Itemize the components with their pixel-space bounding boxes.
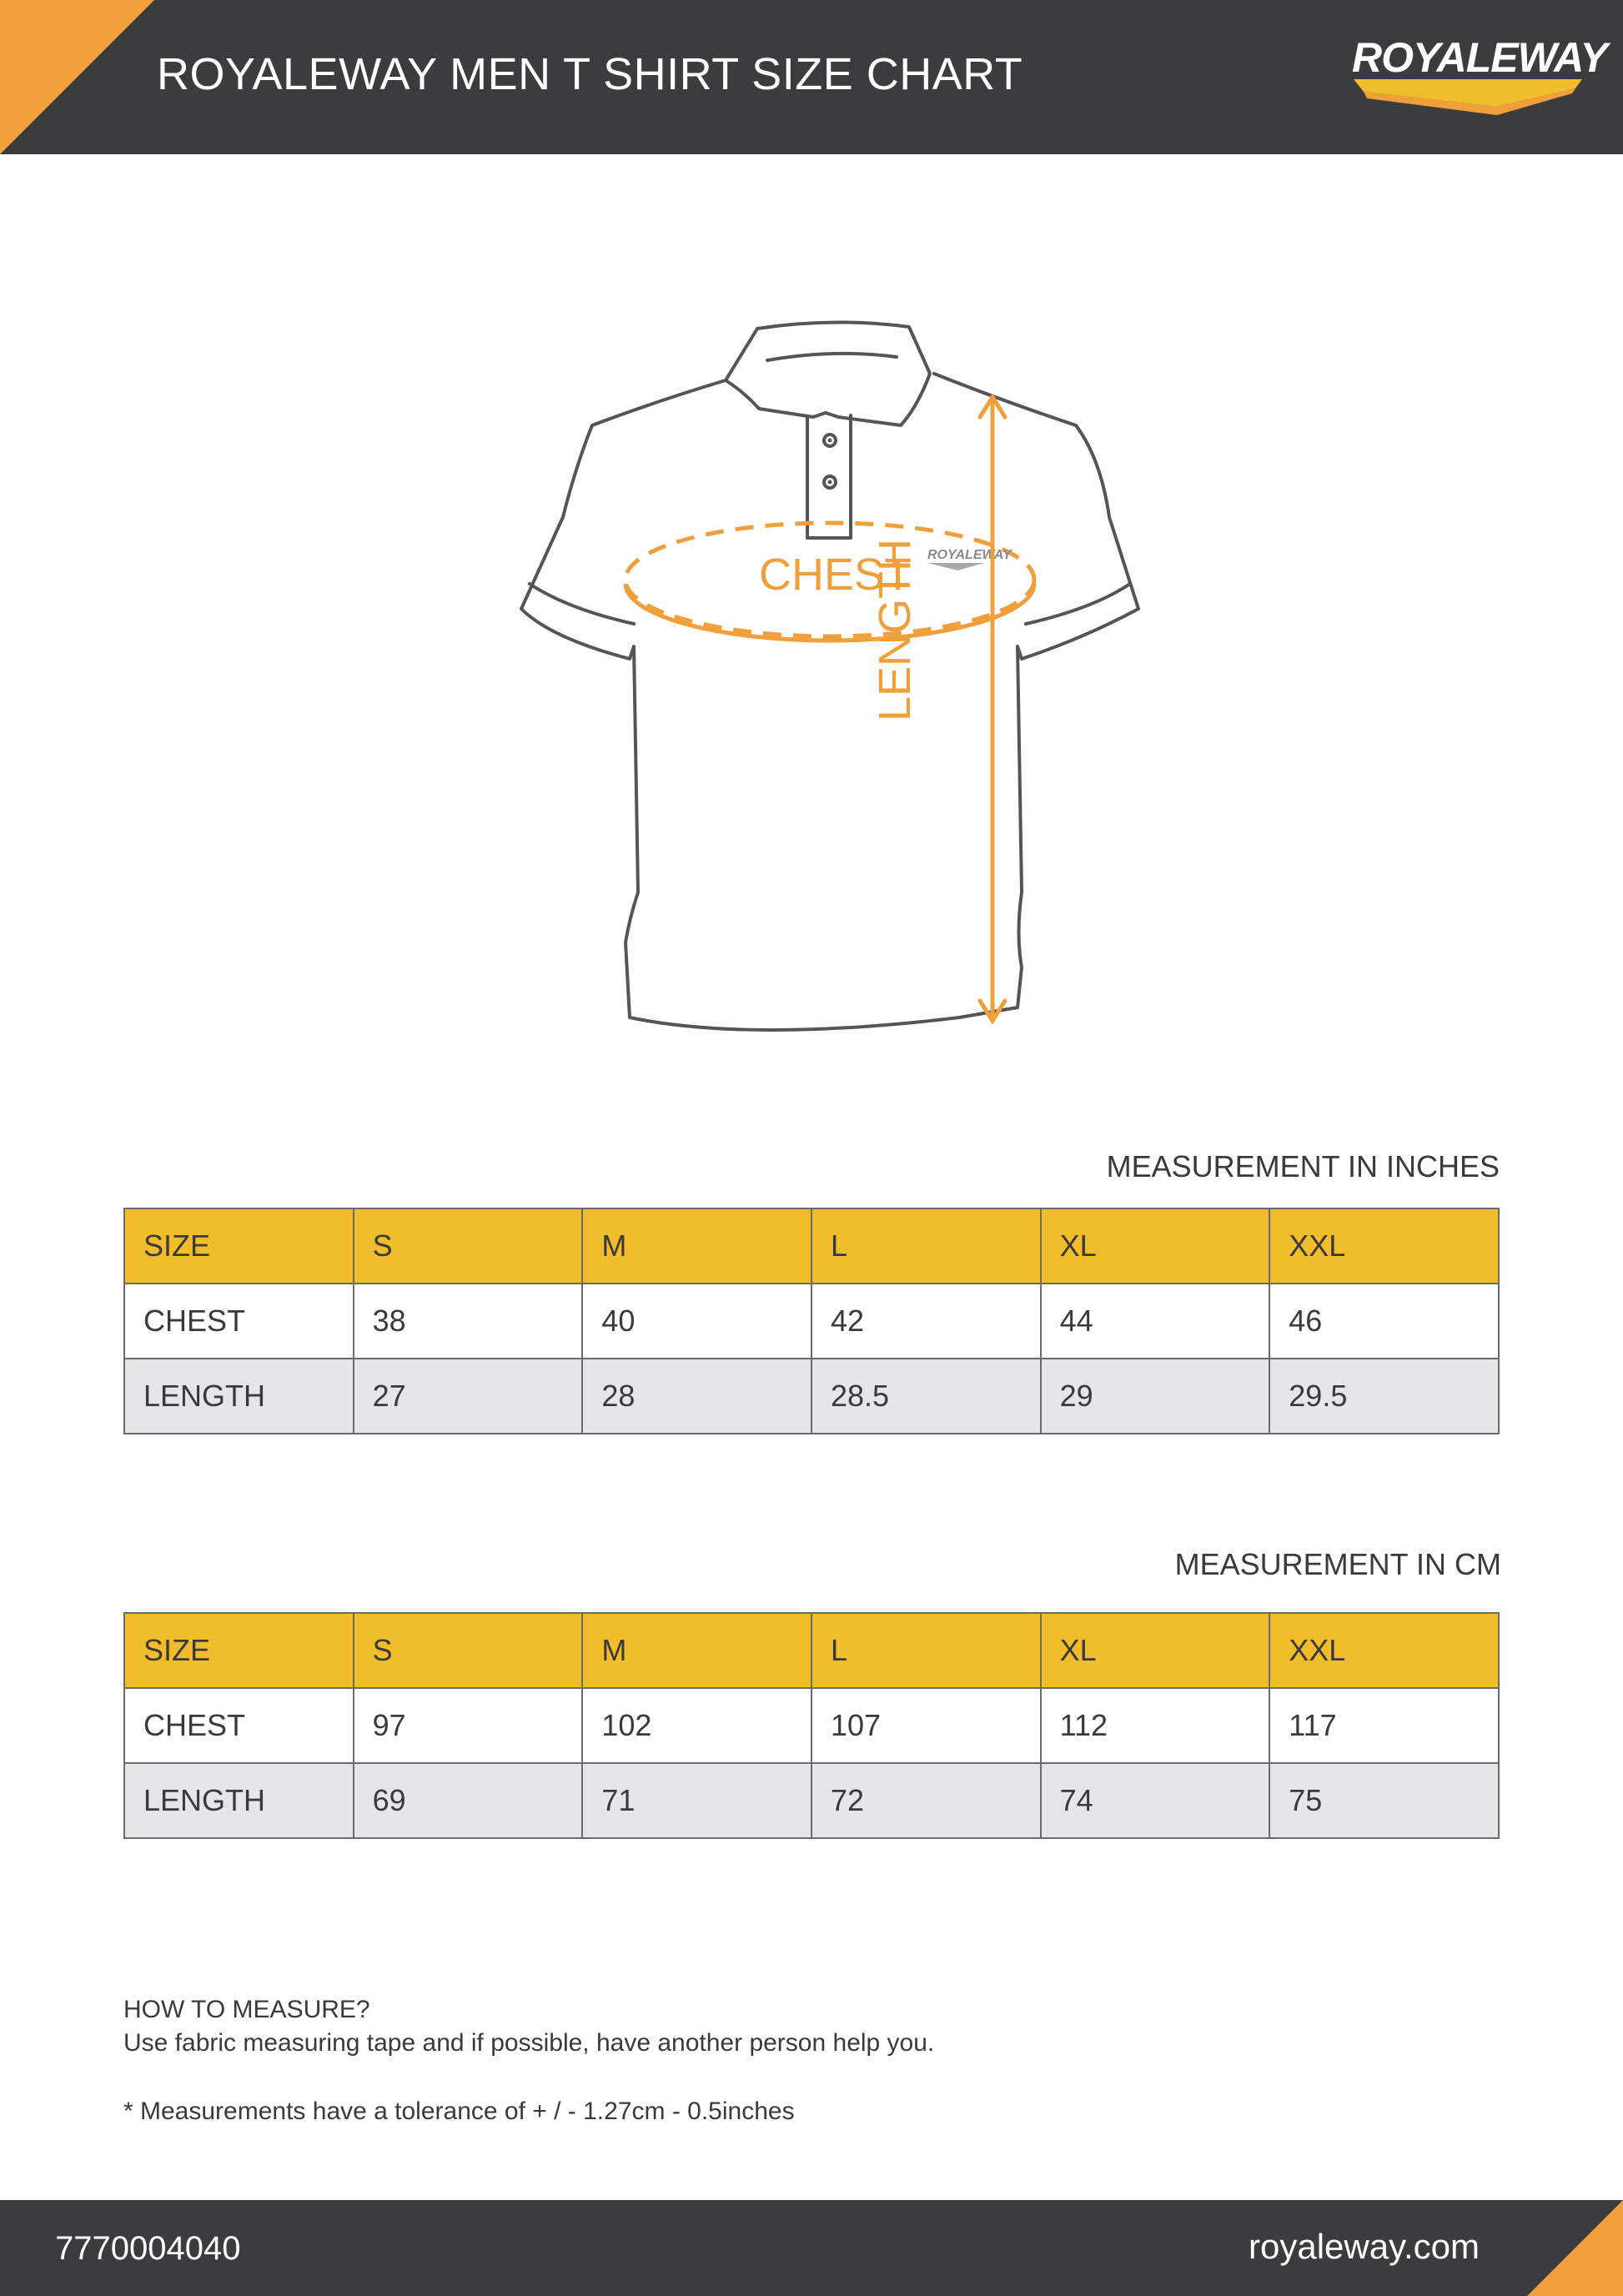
- table-cell: 40: [582, 1284, 812, 1359]
- table-cell: LENGTH: [124, 1359, 354, 1434]
- how-to-measure-title: HOW TO MEASURE?: [123, 1996, 370, 2023]
- header-cell: XXL: [1269, 1613, 1499, 1688]
- table-row-chest: [124, 1688, 1499, 1763]
- tolerance-note: * Measurements have a tolerance of + / - 1.27cm - 0.5inches: [123, 2098, 795, 2125]
- table-cell: 42: [812, 1284, 1041, 1359]
- table-cell: 102: [582, 1688, 812, 1763]
- orange-corner-accent-footer: [1527, 2200, 1623, 2296]
- header-cell: S: [354, 1613, 583, 1688]
- chest-label: CHEST: [759, 550, 912, 600]
- table-cell: 38: [354, 1284, 583, 1359]
- header-cell: M: [582, 1208, 812, 1284]
- phone-number: 7770004040: [55, 2230, 241, 2267]
- website-link[interactable]: royaleway.com: [1249, 2227, 1480, 2266]
- table-cell: 97: [354, 1688, 583, 1763]
- header-cell: SIZE: [124, 1208, 354, 1284]
- footer-bar: [0, 2200, 1623, 2296]
- inches-size-table: [123, 1208, 1500, 1434]
- header-cell: SIZE: [124, 1613, 354, 1688]
- table-cell: 69: [354, 1763, 583, 1838]
- table-header-row: [124, 1208, 1499, 1284]
- table-cell: 117: [1269, 1688, 1499, 1763]
- shirt-illustration: [500, 309, 1168, 1059]
- cm-size-table: [123, 1612, 1500, 1839]
- table-cell: 74: [1041, 1763, 1270, 1838]
- table-cell: 71: [582, 1763, 812, 1838]
- table-cell: 46: [1269, 1284, 1499, 1359]
- header-cell: L: [812, 1208, 1041, 1284]
- table-cell: 29.5: [1269, 1359, 1499, 1434]
- table-header-row: [124, 1613, 1499, 1688]
- how-to-measure-text: Use fabric measuring tape and if possible, have another person help you.: [123, 2029, 935, 2057]
- table-cell: 44: [1041, 1284, 1270, 1359]
- orange-corner-accent: [0, 0, 154, 154]
- table-cell: 75: [1269, 1763, 1499, 1838]
- table-cell: 29: [1041, 1359, 1270, 1434]
- table-cell: 28: [582, 1359, 812, 1434]
- header-cell: M: [582, 1613, 812, 1688]
- table-row-chest: [124, 1284, 1499, 1359]
- header-cell: XXL: [1269, 1208, 1499, 1284]
- logo-wordmark: ROYALEWAY: [1352, 34, 1607, 81]
- table-cell: 28.5: [812, 1359, 1041, 1434]
- shirt-logo: ROYALEWAY: [927, 548, 1012, 562]
- table-cell: 72: [812, 1763, 1041, 1838]
- header-cell: XL: [1041, 1613, 1270, 1688]
- header-cell: S: [354, 1208, 583, 1284]
- header-bar: [0, 0, 1623, 154]
- table-row-length: [124, 1359, 1499, 1434]
- table-row-length: [124, 1763, 1499, 1838]
- table-cell: CHEST: [124, 1284, 354, 1359]
- header-cell: XL: [1041, 1208, 1270, 1284]
- page-title: ROYALEWAY MEN T SHIRT SIZE CHART: [157, 49, 1023, 99]
- table-cell: LENGTH: [124, 1763, 354, 1838]
- table-cell: 27: [354, 1359, 583, 1434]
- table-cell: CHEST: [124, 1688, 354, 1763]
- royaleway-logo: [1347, 33, 1607, 121]
- table-cell: 107: [812, 1688, 1041, 1763]
- polo-shirt-drawing: [500, 309, 1168, 1059]
- length-label: LENGTH: [870, 538, 920, 721]
- caption-inches: MEASUREMENT IN INCHES: [1106, 1149, 1500, 1183]
- table-cell: 112: [1041, 1688, 1270, 1763]
- caption-cm: MEASUREMENT IN CM: [1174, 1547, 1501, 1581]
- header-cell: L: [812, 1613, 1041, 1688]
